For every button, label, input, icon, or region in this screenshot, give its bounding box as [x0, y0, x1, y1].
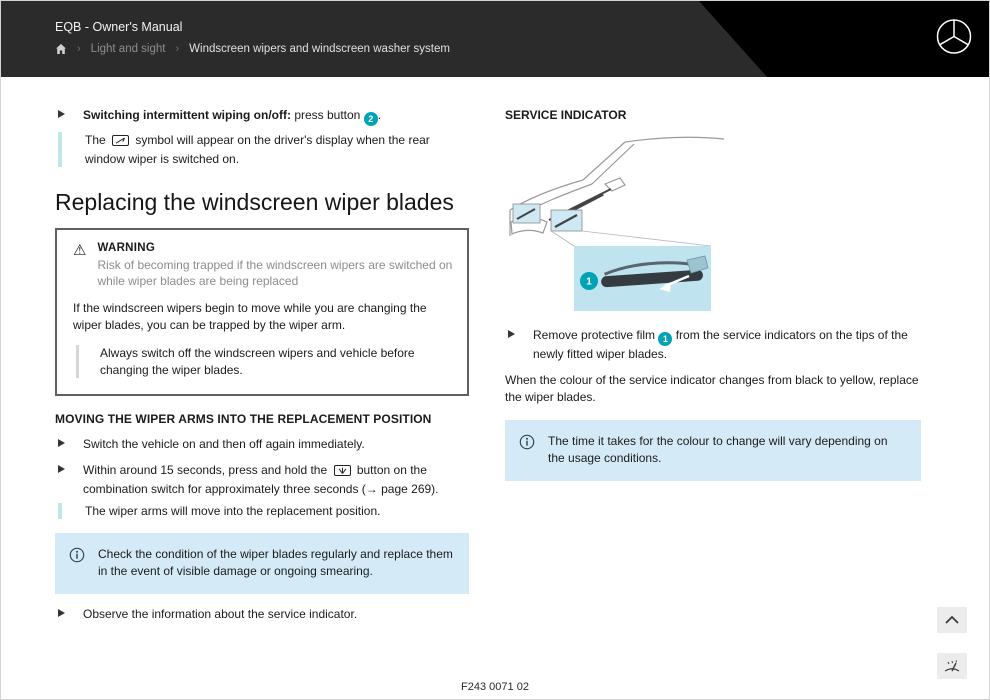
instruction-text: Observe the information about the service indicator. [83, 607, 358, 622]
warning-header [73, 242, 453, 290]
action-arrow-icon [58, 439, 65, 447]
subsection-title: MOVING THE WIPER ARMS INTO THE REPLACEMENT POSITION [55, 412, 432, 427]
figure-callout-1-label: 1 [586, 276, 592, 288]
action-arrow-icon [508, 330, 515, 338]
warning-triangle-icon: ⚠ [73, 242, 87, 260]
wiper-shortcut-button[interactable] [937, 653, 967, 679]
info-text: The time it takes for the colour to change will vary depending on the usage conditions. [548, 434, 888, 466]
wiper-spray-icon [943, 659, 961, 673]
instruction-remove-film [505, 327, 921, 362]
breadcrumb-separator: › [77, 43, 81, 55]
breadcrumb-separator: › [175, 43, 180, 55]
info-box-colour-change [505, 420, 921, 481]
right-column [505, 97, 921, 481]
warning-risk-text: Risk of becoming trapped if the windscreen wipers are switched on while wiper blades are being replaced [97, 258, 453, 289]
manual-title: EQB - Owner's Manual [55, 20, 183, 34]
instruction-bold-text: Switching intermittent wiping on/off: [83, 108, 291, 122]
instruction-pre-text: Remove protective film [533, 328, 659, 342]
service-indicator-paragraph: When the colour of the service indicator changes from black to yellow, replace the wiper blades. [505, 373, 919, 405]
info-icon [69, 547, 85, 580]
instruction-intermittent-wiping [55, 107, 469, 126]
wiper-button-symbol-icon [334, 464, 351, 480]
rear-wiper-symbol-icon [112, 134, 129, 151]
note-rear-wiper-symbol [58, 132, 469, 167]
info-icon [519, 434, 535, 467]
warning-action-text: Always switch off the windscreen wipers and vehicle before changing the wiper blades. [76, 345, 453, 378]
header-black-wedge [689, 1, 989, 77]
action-arrow-icon [58, 465, 65, 473]
instruction-pre-text: Within around 15 seconds, press and hold the [83, 463, 331, 478]
instruction-end-text: . [377, 108, 382, 122]
instruction-text [83, 462, 469, 496]
instruction-post-text: from the service indicators on the tips of the newly fitted wiper blades. [533, 328, 908, 362]
home-icon[interactable] [55, 43, 67, 55]
service-indicator-title: SERVICE INDICATOR [505, 108, 627, 122]
figure-code: F243 0071 02 [461, 681, 529, 693]
action-arrow-icon [58, 609, 65, 617]
callout-badge-1: 1 [658, 332, 672, 346]
left-column [55, 97, 469, 623]
page-title: Replacing the windscreen wiper blades [55, 189, 454, 216]
scroll-to-top-button[interactable] [937, 607, 967, 633]
note-wiper-arms-position: The wiper arms will move into the replacement position. [58, 503, 469, 520]
warning-box [55, 228, 469, 396]
breadcrumb-light-and-sight[interactable]: Light and sight [90, 43, 166, 55]
note-pre-text: The [85, 133, 110, 148]
chevron-up-icon [946, 617, 958, 623]
instruction-rest-text: press button [290, 108, 364, 122]
instruction-text [83, 107, 469, 126]
breadcrumb [55, 43, 450, 55]
note-post-text: symbol will appear on the driver's display when the rear window wiper is switched on. [85, 133, 430, 166]
service-indicator-figure [505, 134, 921, 319]
warning-title: WARNING [97, 242, 156, 255]
instruction-text [533, 327, 921, 362]
header-bar [1, 1, 989, 77]
mercedes-star-logo [935, 18, 973, 61]
instruction-post-text: button on the combination switch for approximately three seconds (→ page 269). [83, 463, 439, 496]
instruction-press-hold-button [55, 462, 469, 496]
warning-body-text: If the windscreen wipers begin to move while you are changing the wiper blades, you can be trapped by the wiper arm. [73, 301, 427, 332]
info-text: Check the condition of the wiper blades regularly and replace them in the event of visible damage or ongoing smearing. [98, 547, 453, 579]
info-box-wiper-condition [55, 533, 469, 594]
action-arrow-icon [58, 110, 65, 118]
instruction-text: Switch the vehicle on and then off again immediately. [83, 437, 365, 452]
breadcrumb-current-page: Windscreen wipers and windscreen washer system [189, 43, 450, 55]
callout-badge-2: 2 [364, 112, 378, 126]
instruction-observe-indicator [55, 606, 469, 622]
instruction-switch-vehicle [55, 436, 469, 452]
